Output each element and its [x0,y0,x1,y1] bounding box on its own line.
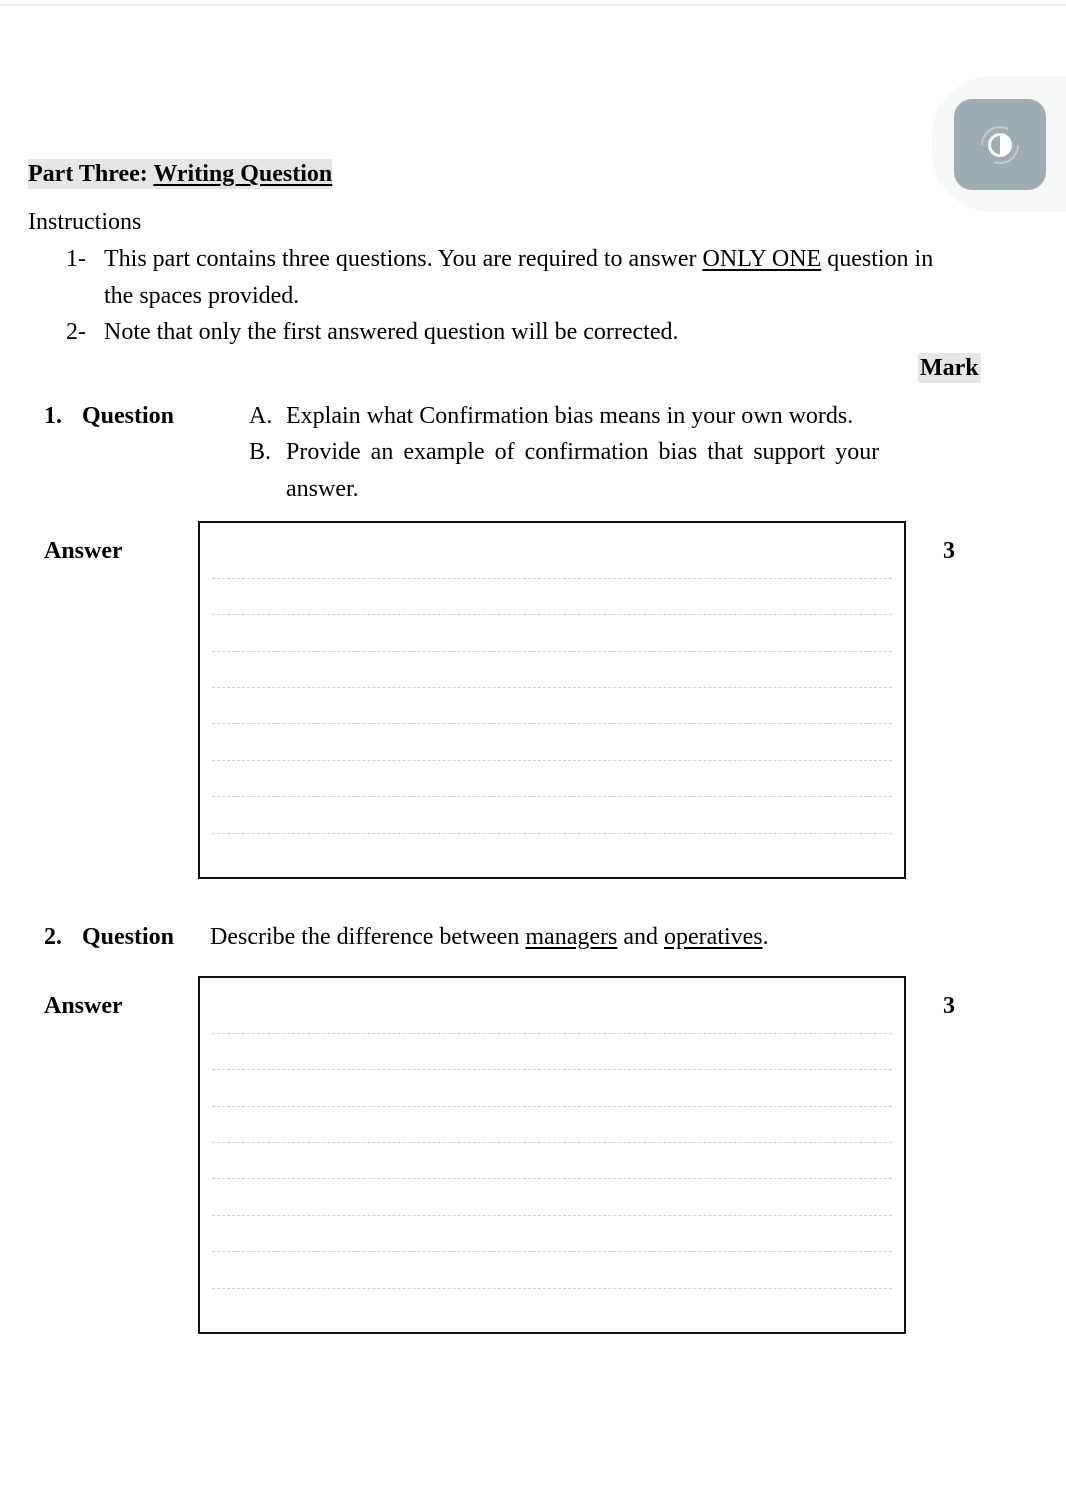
instruction-number: 1- [66,246,86,272]
question-part-letter: A. [249,403,273,429]
part-title: Writing Question [153,161,333,187]
answer-line [212,651,892,652]
question-part-text: Provide an example of confirmation bias that support your [286,439,880,465]
mark-value: 3 [943,538,955,564]
answer-box-1[interactable] [198,521,906,879]
answer-line [212,1251,892,1252]
question-term-managers: managers [525,924,618,950]
answer-line [212,578,892,579]
answer-line [212,1033,892,1034]
question-term-operatives: operatives [664,924,763,950]
question-number: 1. [44,403,62,429]
question-text-start: Describe the difference between [210,924,520,950]
part-prefix: Part Three: [28,161,148,187]
top-divider [0,4,1066,6]
answer-line [212,1288,892,1289]
answer-box-2[interactable] [198,976,906,1334]
part-heading [28,159,332,189]
answer-line [212,614,892,615]
answer-line [212,723,892,724]
instruction-line [104,244,933,274]
instruction-continuation: the spaces provided. [104,283,300,309]
instruction-text: Note that only the first answered question will be corrected. [104,319,679,345]
instruction-emphasis: ONLY ONE [702,246,822,272]
question-label: Question [82,403,175,429]
answer-line [212,1069,892,1070]
answer-line [212,1142,892,1143]
question-part-text: Explain what Confirmation bias means in your own words. [286,403,854,429]
answer-line [212,1178,892,1179]
question-number: 2. [44,924,62,950]
question-text-middle: and [623,924,659,950]
instructions-heading: Instructions [28,209,142,235]
instruction-text-after: question in [827,246,934,272]
question-text-end: . [762,924,769,950]
instruction-number: 2- [66,319,86,345]
mark-header: Mark [920,355,979,381]
question-text [210,922,769,952]
answer-line [212,760,892,761]
answer-line [212,1106,892,1107]
answer-line [212,687,892,688]
answer-line [212,796,892,797]
question-part-letter: B. [249,439,272,465]
contrast-toggle-button[interactable] [954,99,1046,190]
question-part-continuation: answer. [286,476,359,502]
contrast-icon [974,119,1026,171]
answer-label: Answer [44,538,123,564]
answer-line [212,1215,892,1216]
question-label: Question [82,924,175,950]
answer-line [212,833,892,834]
instruction-text: This part contains three questions. You are required to answer [104,246,697,272]
answer-label: Answer [44,993,123,1019]
mark-value: 3 [943,993,955,1019]
